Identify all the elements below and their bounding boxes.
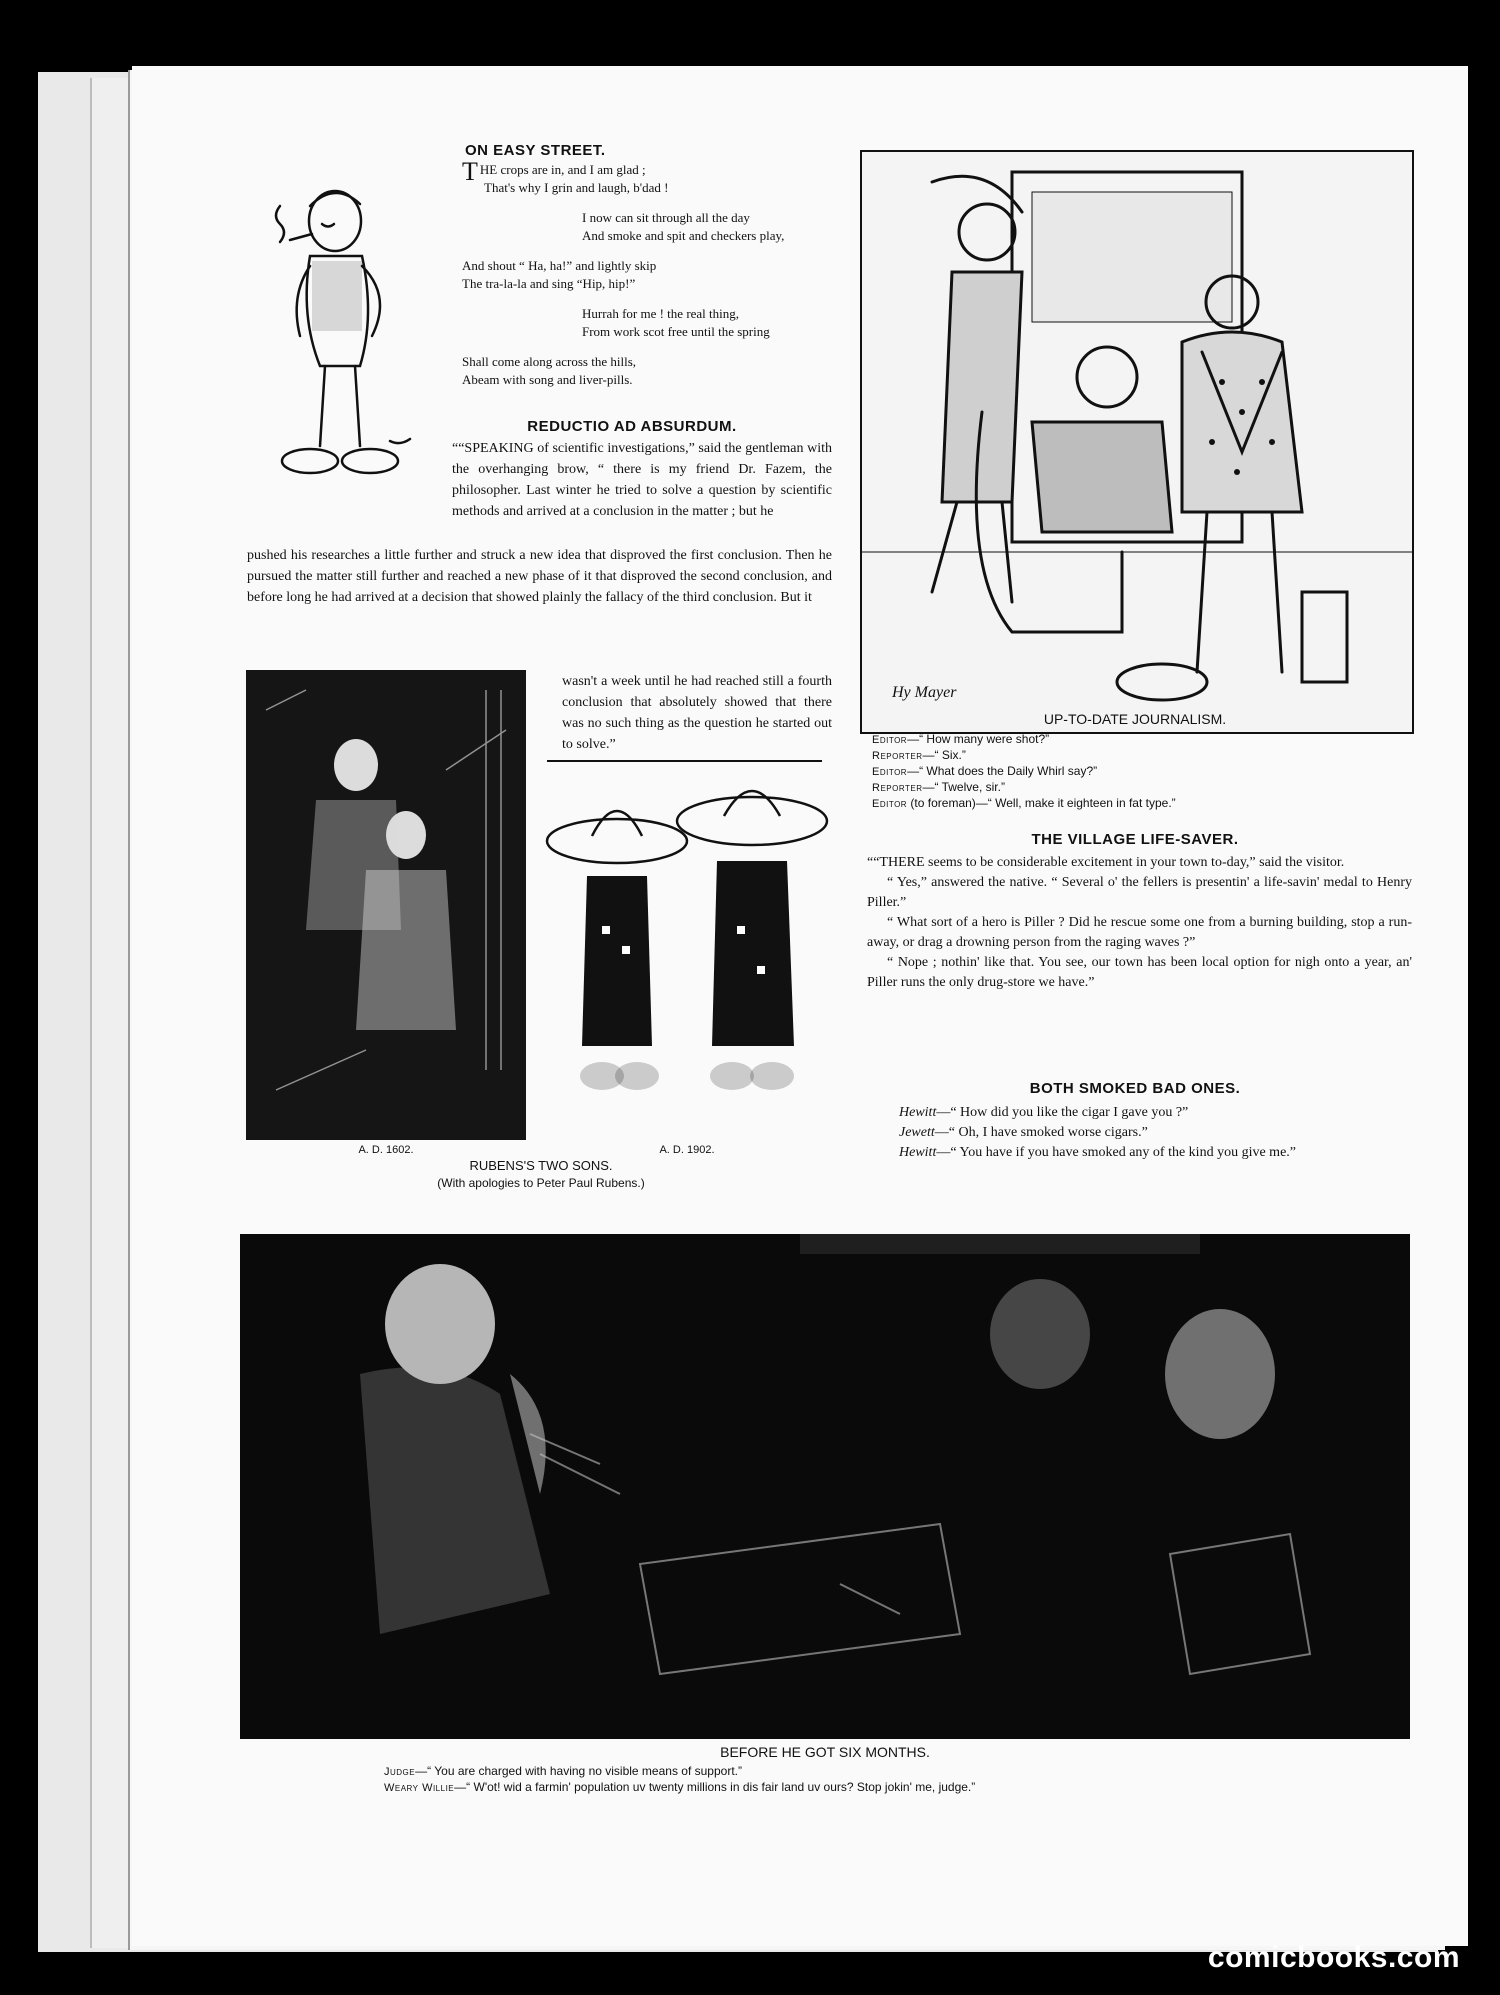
- dialog-line: Judge—“ You are charged with having no visible means of support.”: [384, 1764, 742, 1778]
- dialog-line: Hewitt—“ How did you like the cigar I gave you ?”: [899, 1105, 1189, 1120]
- dialog-line: Jewett—“ Oh, I have smoked worse cigars.”: [899, 1125, 1148, 1140]
- dialog-line: Reporter—“ Twelve, sir.”: [872, 780, 1005, 794]
- village-article: [867, 853, 1412, 993]
- poem-line: The tra-la-la and sing “Hip, hip!”: [462, 276, 636, 291]
- reductio-closing: wasn't a week until he had reached still a fourth conclusion that absolutely showed that there was no such thing as the question he started out to solve.”: [562, 674, 832, 752]
- six-months-dialog: [384, 1764, 1384, 1796]
- journalism-cartoon: [860, 150, 1414, 734]
- smoked-article: [867, 1103, 1412, 1163]
- farmer-illustration: [240, 166, 440, 506]
- poem-line: HE crops are in, and I am glad ;: [479, 162, 646, 177]
- poem-line: From work scot free until the spring: [582, 324, 770, 339]
- village-title: THE VILLAGE LIFE-SAVER.: [1031, 831, 1239, 848]
- poem-line: And smoke and spit and checkers play,: [582, 228, 785, 243]
- poem-line: I now can sit through all the day: [582, 210, 750, 225]
- watermark: comicbooks.com: [1207, 1941, 1460, 1974]
- on-easy-street-title: ON EASY STREET.: [465, 142, 606, 159]
- dialog-line: Hewitt—“ You have if you have smoked any of the kind you give me.”: [899, 1145, 1296, 1160]
- dialog-line: Weary Willie—“ W'ot! wid a farmin' population uv twenty millions in dis fair land uv ours? Stop jokin' me, judge.”: [384, 1780, 976, 1794]
- smoked-title: BOTH SMOKED BAD ONES.: [1029, 1080, 1241, 1097]
- poem-line: That's why I grin and laugh, b'dad !: [484, 180, 669, 195]
- reductio-opening: ““SPEAKING of scientific investigations,” said the gentleman with the overhanging brow, “ there is my friend Dr. Fazem, the philosopher. Last winter he tried to solve a question by scientific methods and arrived at a conclusion in the matter ; but he: [452, 441, 832, 519]
- rubens-1602-illustration: [246, 670, 526, 1140]
- rubens-subcaption: (With apologies to Peter Paul Rubens.): [437, 1176, 645, 1190]
- artist-signature: Hy Mayer: [892, 684, 957, 701]
- rubens-1602-label: A. D. 1602.: [358, 1144, 414, 1156]
- paragraph: ““THERE seems to be considerable excitement in your town to-day,” said the visitor.: [867, 855, 1345, 870]
- on-easy-street-article: [462, 142, 822, 389]
- poem-line: Hurrah for me ! the real thing,: [582, 306, 740, 321]
- magazine-page: [132, 66, 1472, 1946]
- paragraph: “ Yes,” answered the native. “ Several o' the fellers is presentin' a life-savin' medal to Henry Piller.”: [867, 875, 1412, 910]
- rubens-1902-illustration: [542, 746, 832, 1136]
- reductio-middle: pushed his researches a little further and struck a new idea that disproved the first conclusion. Then he pursued the matter still further and reached a new phase of it that disproved the second conclusion, and before long he had arrived at a decision that showed plainly the fallacy of the third conclusion. But it: [247, 548, 832, 605]
- paragraph: “ What sort of a hero is Piller ? Did he rescue some one from a burning building, stop a run-away, or drag a drowning person from the raging waves ?”: [867, 915, 1412, 950]
- paragraph: “ Nope ; nothin' like that. You see, our town has been local option for nigh onto a year, an' Piller runs the only drug-store we have.”: [867, 955, 1412, 990]
- poem-line: Abeam with song and liver-pills.: [462, 372, 633, 387]
- six-months-caption: BEFORE HE GOT SIX MONTHS.: [720, 1744, 930, 1760]
- poem-line: Shall come along across the hills,: [462, 354, 637, 369]
- dialog-line: Reporter—“ Six.”: [872, 748, 966, 762]
- rubens-caption: RUBENS'S TWO SONS.: [469, 1158, 613, 1173]
- rubens-1902-label: A. D. 1902.: [659, 1144, 715, 1156]
- dialog-line: Editor (to foreman)—“ Well, make it eighteen in fat type.”: [872, 796, 1176, 810]
- journalism-caption: UP-TO-DATE JOURNALISM.: [1043, 711, 1227, 727]
- book-spine: [1468, 0, 1500, 1995]
- journalism-dialog: [872, 732, 1412, 812]
- dropcap: T: [462, 157, 478, 186]
- courtroom-illustration: [240, 1234, 1410, 1739]
- dialog-line: Editor—“ How many were shot?”: [872, 732, 1050, 746]
- dialog-line: Editor—“ What does the Daily Whirl say?”: [872, 764, 1098, 778]
- poem-line: And shout “ Ha, ha!” and lightly skip: [462, 258, 657, 273]
- reductio-title: REDUCTIO AD ABSURDUM.: [527, 418, 737, 435]
